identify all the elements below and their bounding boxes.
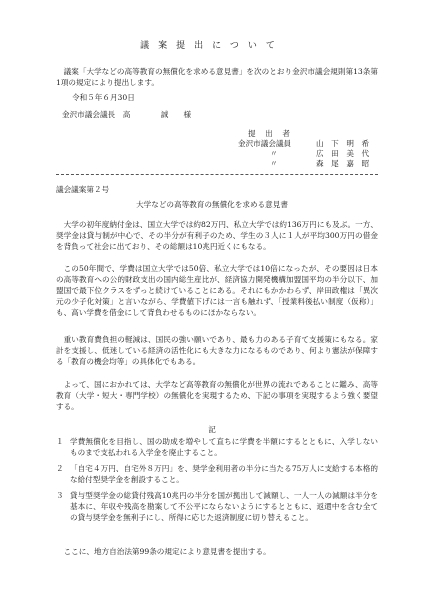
list-item-text: 学費無償化を目指し、国の助成を増やして直ちに学費を半額にするとともに、入学しないものまで支払われる入学金を廃止すること。: [70, 437, 378, 457]
signer-role: 〃: [270, 159, 278, 168]
body-paragraph: 重い教育費負担の軽減は、国民の強い願いであり、最も力のある子育て支援策にもなる。家計を支援し、低迷している経済の活性化にも大きな力になるものであり、何より憲法が保障する「教育の機会均等」の具体化でもある。: [56, 335, 378, 366]
signer-name: 広 田 美 代: [316, 149, 370, 158]
submission-date: 令和５年６月30日: [72, 93, 135, 102]
list-item-number: ２: [56, 464, 64, 473]
signer-name: 山 下 明 希: [316, 139, 370, 148]
signer-row: [238, 158, 398, 169]
body-paragraph: 大学の初年度納付金は、国立大学では約82万円、私立大学では約136万円にも及ぶ。一方、奨学金は貸与制が中心で、その半分が有利子のため、学生の３人に１人が平均300万円の借金を背負って社会に出ており、その総額は10兆円近くにもなる。: [56, 220, 378, 251]
body-paragraph: この50年間で、学費は国立大学では50倍、私立大学では10倍になったが、その要因は日本の高等教育への公的財政支出の国内総生産比が、経済協力開発機構加盟国平均の半分以下、加盟国で最下位クラスをずっと続けていることにある。それにもかかわらず、岸田政権は「異次元の少子化対策」と言いながら、学費値下げには一言も触れず、「授業料後払い制度（仮称）」も、高い学費を借金にして背負わせるものにほかならない。: [56, 264, 378, 317]
list-item-text: 「自宅４万円、自宅外８万円」を、奨学金利用者の半分に当たる75万人に支給する本格的な給付型奨学金を創設すること。: [70, 464, 378, 484]
signer-name: 森 尾 嘉 昭: [316, 159, 370, 168]
list-item-number: １: [56, 437, 64, 446]
submitter-heading: 提 出 者: [248, 129, 291, 138]
list-item-number: ３: [56, 491, 64, 500]
signer-role: 〃: [270, 149, 278, 158]
addressee: 金沢市議会議長 高 誠 様: [62, 110, 192, 119]
intro-paragraph: 議案「大学などの高等教育の無償化を求める意見書」を次のとおり金沢市議会規則第13条第1項の規定により提出します。: [56, 67, 378, 87]
document-title: 議案提出について: [140, 41, 284, 51]
signer-role: 金沢市議会議員: [238, 139, 292, 148]
section-divider: [56, 174, 378, 175]
ki-heading: 記: [208, 425, 216, 434]
closing-paragraph: ここに、地方自治法第99条の規定により意見書を提出する。: [63, 547, 271, 556]
proposal-title: 大学などの高等教育の無償化を求める意見書: [136, 200, 288, 209]
proposal-number: 議会議案第２号: [56, 185, 110, 194]
list-item-text: 貸与型奨学金の総貸付残高10兆円の半分を国が拠出して減額し、一人一人の減額は半分を基本に、年収や残高を勘案して不公平にならないようにするとともに、返還中を含む全ての貸与奨学金を無利子にし、所得に応じた返済制度に切り替えること。: [70, 491, 378, 522]
body-paragraph: よって、国におかれては、大学など高等教育の無償化が世界の流れであることに鑑み、高等教育（大学・短大・専門学校）の無償化を実現するため、下記の事項を実現するよう強く要望する。: [56, 380, 378, 411]
